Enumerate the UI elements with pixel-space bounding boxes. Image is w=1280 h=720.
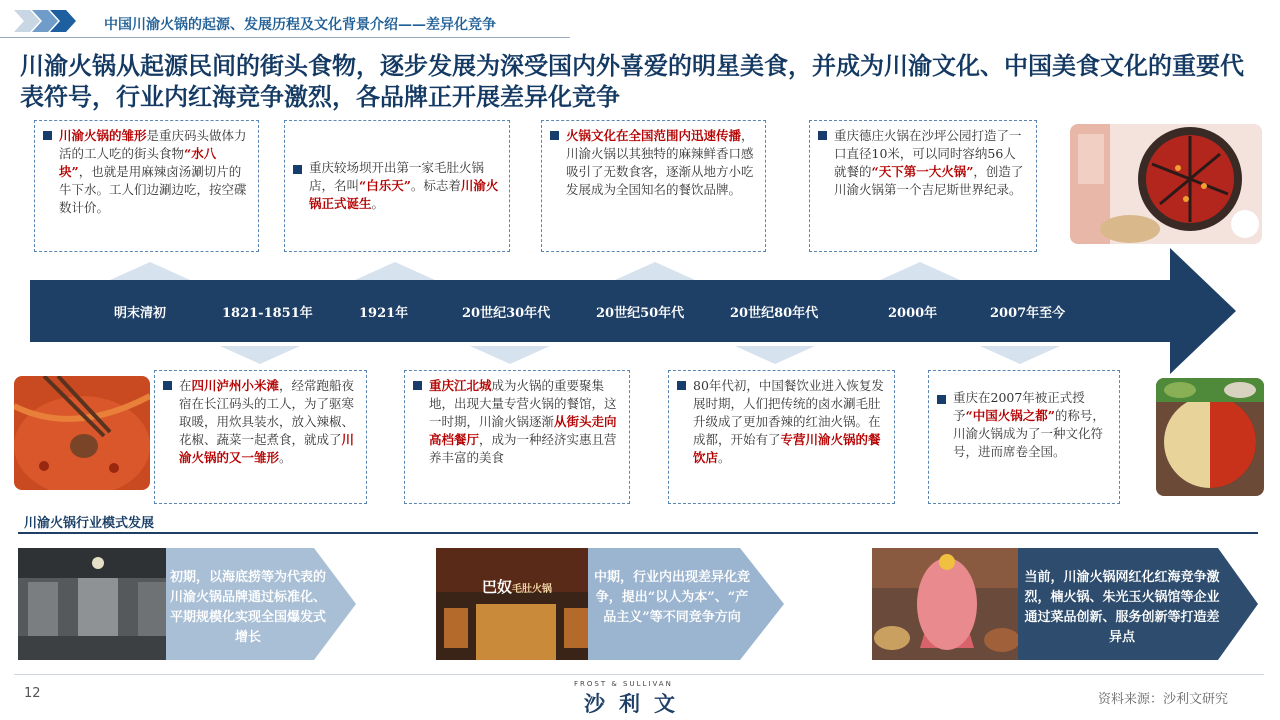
breadcrumb bbox=[104, 14, 496, 34]
event-text bbox=[953, 389, 1109, 461]
event-text bbox=[566, 127, 755, 199]
highlight-text: 川渝火锅正式诞生 bbox=[309, 178, 499, 211]
body-text: 重庆在2007年被正式授予 bbox=[953, 390, 1085, 423]
hotpot-photo-top-right bbox=[1070, 124, 1262, 244]
bullet-icon bbox=[413, 381, 422, 390]
body-text: ，经常跑船夜宿在长江码头的工人，为了驱寒取暖，用炊具装水，放入辣椒、花椒、蔬菜一起煮食，就成了 bbox=[179, 378, 355, 447]
body-text: ，创造了川渝火锅第一个吉尼斯世界纪录。 bbox=[834, 164, 1024, 197]
bullet-icon bbox=[677, 381, 686, 390]
body-text: 。 bbox=[718, 450, 731, 465]
page-number: 12 bbox=[24, 686, 41, 701]
bullet-icon bbox=[163, 381, 172, 390]
logo-subtitle: FROST & SULLIVAN bbox=[574, 680, 673, 688]
stage-text-early: 初期，以海底捞等为代表的川渝火锅品牌通过标准化、平期规模化实现全国爆发式增长 bbox=[169, 570, 326, 645]
highlight-text: 四川泸州小米滩 bbox=[191, 378, 280, 393]
event-box-ming-qing bbox=[34, 120, 259, 252]
hotpot-photo-right bbox=[1156, 378, 1264, 496]
event-text bbox=[693, 377, 884, 467]
breadcrumb-emphasis: 差异化竞争 bbox=[426, 17, 496, 33]
hotpot-photo-left bbox=[14, 376, 150, 490]
body-text: ，川渝火锅以其独特的麻辣鲜香口感吸引了无数食客，逐渐从地方小吃发展成为全国知名的餐饮品牌。 bbox=[566, 128, 754, 197]
stage-photo-current bbox=[872, 548, 1022, 660]
section-divider bbox=[18, 532, 1258, 534]
body-text: 。标志着 bbox=[410, 178, 461, 193]
timeline-label: 20世纪50年代 bbox=[596, 306, 685, 321]
event-box-1950s bbox=[541, 120, 766, 252]
body-text: 80年代初，中国餐饮业进入恢复发展时期，人们把传统的卤水涮毛肚升级成了更加香辣的红油火锅。在成都，开始有了 bbox=[693, 378, 884, 447]
source-note: 资料来源：沙利文研究 bbox=[1098, 692, 1229, 707]
bullet-icon bbox=[293, 165, 302, 174]
body-text: 成为火锅的重要聚集地，出现大量专营火锅的餐馆，这一时期，川渝火锅逐渐 bbox=[429, 378, 617, 429]
highlight-text: “中国火锅之都” bbox=[965, 408, 1055, 423]
bullet-icon bbox=[937, 395, 946, 404]
body-text: 的称号，川渝火锅成为了一种文化符号，进而席卷全国。 bbox=[953, 408, 1105, 459]
timeline-label: 1821-1851年 bbox=[222, 306, 313, 321]
event-text bbox=[179, 377, 356, 467]
bullet-icon bbox=[550, 131, 559, 140]
highlight-text: 火锅文化在全国范围内迅速传播 bbox=[566, 128, 742, 143]
breadcrumb-main: 中国川渝火锅的起源、发展历程及文化背景介绍—— bbox=[104, 17, 426, 33]
store-sign-sub: 毛肚火锅 bbox=[512, 584, 553, 595]
timeline-label: 2007年至今 bbox=[990, 306, 1066, 321]
section-title: 川渝火锅行业模式发展 bbox=[24, 516, 155, 531]
event-text bbox=[59, 127, 248, 217]
body-text: ，成为一种经济实惠且营养丰富的美食 bbox=[429, 432, 617, 465]
body-text: ，也就是用麻辣卤汤涮切片的牛下水。工人们边涮边吃，按空碟数计价。 bbox=[59, 164, 247, 215]
event-text bbox=[309, 159, 499, 213]
body-text: 重庆德庄火锅在沙坪公园打造了一口直径10米，可以同时容纳56人就餐的 bbox=[834, 128, 1022, 179]
stage-photo-early bbox=[18, 548, 178, 660]
bullet-icon bbox=[43, 131, 52, 140]
store-sign-main: 巴奴 bbox=[482, 578, 513, 596]
timeline-label: 明末清初 bbox=[114, 306, 167, 321]
store-sign bbox=[482, 576, 552, 597]
event-text bbox=[834, 127, 1026, 199]
timeline-label: 20世纪30年代 bbox=[462, 306, 551, 321]
event-box-1930s bbox=[404, 370, 630, 504]
highlight-text: 川渝火锅的雏形 bbox=[59, 128, 147, 143]
highlight-text: 川渝火锅的又一雏形 bbox=[179, 432, 355, 465]
highlight-text: 重庆江北城 bbox=[429, 378, 492, 393]
timeline-label: 2000年 bbox=[888, 306, 938, 321]
event-box-1821-1851 bbox=[154, 370, 367, 504]
event-box-1980s bbox=[668, 370, 895, 504]
stage-text-current: 当前，川渝火锅网红化红海竞争激烈，楠火锅、朱光玉火锅馆等企业通过菜品创新、服务创新等打造差异点 bbox=[1024, 570, 1220, 645]
header-divider bbox=[0, 37, 570, 38]
body-text: 在 bbox=[179, 378, 192, 393]
event-box-2007 bbox=[928, 370, 1120, 504]
highlight-text: “水八块” bbox=[59, 146, 217, 179]
highlight-text: 从街头走向高档餐厅 bbox=[429, 414, 617, 447]
top-pointers bbox=[0, 252, 1280, 282]
body-text: 。 bbox=[371, 196, 385, 211]
stage-photo-mid bbox=[436, 548, 596, 660]
header-bar bbox=[0, 0, 1280, 40]
chevron-decoration-icon bbox=[14, 10, 84, 32]
bullet-icon bbox=[818, 131, 827, 140]
highlight-text: 专营川渝火锅的餐饮店 bbox=[693, 432, 881, 465]
highlight-text: “天下第一大火锅” bbox=[871, 164, 974, 179]
event-box-1921 bbox=[284, 120, 510, 252]
body-text: 是重庆码头做体力活的工人吃的街头食物 bbox=[59, 128, 247, 161]
logo: 沙利文 bbox=[584, 691, 689, 716]
body-text: 重庆较场坝开出第一家毛肚火锅店，名叫 bbox=[309, 160, 485, 193]
stage-text-mid: 中期，行业内出现差异化竞争，提出“以人为本”、“产品主义”等不同竞争方向 bbox=[594, 570, 751, 625]
event-text bbox=[429, 377, 619, 467]
event-box-2000 bbox=[809, 120, 1037, 252]
bottom-pointers bbox=[0, 342, 1280, 370]
body-text: 。 bbox=[279, 450, 292, 465]
timeline-label: 20世纪80年代 bbox=[730, 306, 819, 321]
timeline-label: 1921年 bbox=[359, 306, 409, 321]
highlight-text: “白乐天” bbox=[359, 178, 411, 193]
footer-divider bbox=[14, 674, 1264, 675]
page-title: 川渝火锅从起源民间的街头食物，逐步发展为深受国内外喜爱的明星美食，并成为川渝文化、中国美食文化的重要代表符号，行业内红海竞争激烈，各品牌正开展差异化竞争 bbox=[20, 51, 1244, 111]
